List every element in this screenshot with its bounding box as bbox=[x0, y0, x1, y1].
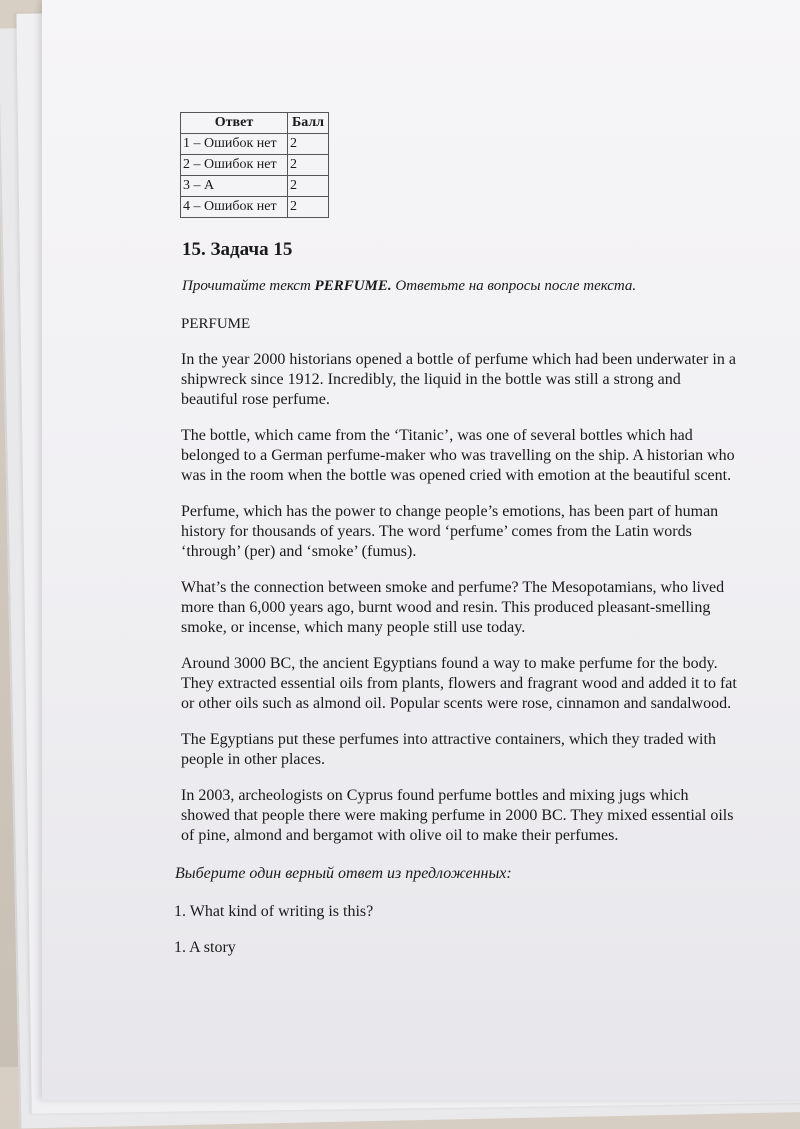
text-paragraph: In 2003, archeologists on Cyprus found perfume bottles and mixing jugs which showed that people there were making perfume in 2000 BC. They mixed essential oils of pine, almond and bergamot with olive oil to make their perfumes. bbox=[181, 787, 734, 844]
task-heading: 15. Задача 15 bbox=[182, 239, 293, 260]
instruction-prefix: Прочитайте текст bbox=[182, 278, 315, 294]
answer-cell: 4 – Ошибок нет bbox=[181, 197, 288, 218]
answer-table bbox=[180, 112, 329, 218]
answer-table-row bbox=[181, 176, 329, 197]
answer-cell: 3 – А bbox=[181, 176, 288, 197]
task-instruction bbox=[182, 276, 750, 296]
document-content bbox=[138, 112, 750, 958]
text-paragraph: What’s the connection between smoke and perfume? The Mesopotamians, who lived more than 6,000 years ago, burnt wood and resin. This produced pleasant-smelling smoke, or incense, which many people still use today. bbox=[181, 579, 725, 636]
choose-instruction: Выберите один верный ответ из предложенных: bbox=[175, 865, 512, 882]
question-1-option-1: 1. A story bbox=[174, 939, 236, 956]
answer-table-row bbox=[181, 155, 329, 176]
text-paragraph: Perfume, which has the power to change people’s emotions, has been part of human history for thousands of years. The word ‘perfume’ comes from the Latin words ‘through’ (per) and ‘smoke’ (fumus). bbox=[181, 503, 719, 560]
score-cell: 2 bbox=[288, 176, 329, 197]
score-column-header: Балл bbox=[288, 113, 329, 134]
text-paragraph: The Egyptians put these perfumes into attractive containers, which they traded with people in other places. bbox=[181, 731, 716, 768]
text-paragraph: In the year 2000 historians opened a bottle of perfume which had been underwater in a shipwreck since 1912. Incredibly, the liquid in the bottle was still a strong and beautiful rose perfume. bbox=[181, 351, 736, 408]
text-paragraph: The bottle, which came from the ‘Titanic’, was one of several bottles which had belonged to a German perfume-maker who was travelling on the ship. A historian who was in the room when the bottle was opened cried with emotion at the beautiful scent. bbox=[181, 427, 735, 484]
answer-table-header-row bbox=[181, 113, 329, 134]
answer-table-row bbox=[181, 197, 329, 218]
text-paragraph: Around 3000 BC, the ancient Egyptians found a way to make perfume for the body. They extracted essential oils from plants, flowers and fragrant wood and added it to fat or other oils such as almond oil. Popular scents were rose, cinnamon and sandalwood. bbox=[181, 655, 737, 712]
text-title: PERFUME bbox=[181, 316, 251, 332]
answer-table-row bbox=[181, 134, 329, 155]
answer-cell: 2 – Ошибок нет bbox=[181, 155, 288, 176]
score-cell: 2 bbox=[288, 134, 329, 155]
answer-cell: 1 – Ошибок нет bbox=[181, 134, 288, 155]
answer-column-header: Ответ bbox=[181, 113, 288, 134]
score-cell: 2 bbox=[288, 155, 329, 176]
instruction-suffix: Ответьте на вопросы после текста. bbox=[391, 278, 637, 294]
score-cell: 2 bbox=[288, 197, 329, 218]
instruction-bold-title: PERFUME. bbox=[314, 278, 392, 294]
question-1: 1. What kind of writing is this? bbox=[174, 903, 374, 920]
